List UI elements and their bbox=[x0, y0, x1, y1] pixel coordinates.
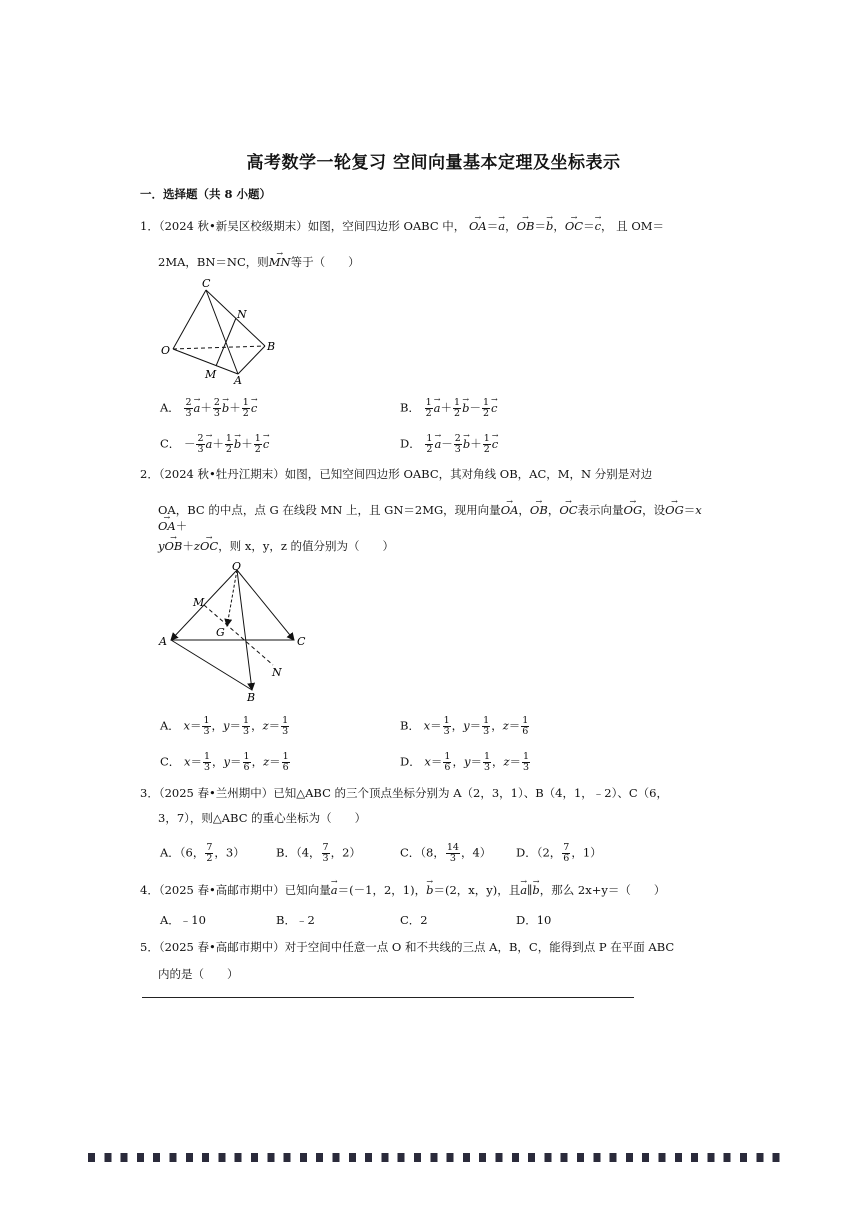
fig2-label-c: C bbox=[297, 635, 306, 648]
question-1-source: （2024 秋•新吴区校级期末） bbox=[158, 219, 308, 233]
question-3-option-b[interactable]: B．（4， $\frac{7}{3}$ ，2） bbox=[276, 842, 361, 864]
section-heading: 一．选择题（共 8 小题） bbox=[140, 187, 272, 201]
fig1-label-n: N bbox=[237, 308, 247, 321]
fig1-label-a: A bbox=[234, 374, 242, 387]
question-2-line-2: OA，BC 的中点，点 G 在线段 MN 上，且 GN＝2MG，现用向量→ OA，→ OB，→ OC表示向量→ OG，设→ OG＝x→ OA＋ bbox=[158, 502, 718, 534]
question-2-source: （2024 秋•牡丹江期末） bbox=[158, 467, 285, 481]
question-2-number: 2． bbox=[140, 467, 159, 481]
fig2-label-n: N bbox=[272, 666, 282, 679]
question-1-line-1: 1．（2024 秋•新吴区校级期末）如图，空间四边形 OABC 中， → OA＝→ a，→ OB＝→ b，→ OC＝→ c， 且 OM＝ bbox=[140, 218, 700, 234]
question-1-option-c[interactable]: C． － $\frac{2}{3}$ → a＋ $\frac{1}{2}$ → b＋ $\frac{1}{2}$ → c bbox=[160, 434, 269, 455]
question-1-option-a[interactable]: A． $\frac{2}{3}$ → a＋ $\frac{2}{3}$ → b＋ $\frac{1}{2}$ → c bbox=[160, 398, 257, 419]
fig1-label-c: C bbox=[202, 277, 211, 290]
question-1-option-d[interactable]: D． $\frac{1}{2}$ → a－ $\frac{2}{3}$ → b＋ $\frac{1}{2}$ → c bbox=[400, 434, 498, 455]
question-1-line-2: 2MA，BN＝NC，则→ MN等于（ ） bbox=[158, 254, 698, 270]
fig2-label-a: A bbox=[159, 635, 167, 648]
question-4-option-d[interactable]: D．10 bbox=[516, 913, 552, 927]
fig1-label-b: B bbox=[267, 340, 276, 353]
question-5-line-1: 5．（2025 春•高邮市期中）对于空间中任意一点 O 和不共线的三点 A，B，C，能得到点 P 在平面 ABC bbox=[140, 940, 675, 954]
question-3-option-a[interactable]: A．（6， $\frac{7}{2}$ ，3） bbox=[160, 842, 245, 864]
question-4-line-1: 4．（2025 春•高邮市期中）已知向量→ a＝(－1，2，1)，→ b＝(2，x，y)，且→ a∥→ b，那么 2x+y＝（ ） bbox=[140, 882, 710, 898]
fig2-label-b: B bbox=[247, 691, 256, 704]
fig2-label-o: O bbox=[232, 560, 242, 573]
question-3-line-1: 3．（2025 春•兰州期中）已知△ABC 的三个顶点坐标分别为 A（2，3，1）、B（4，1，﹣2）、C（6， bbox=[140, 786, 668, 800]
footer-dotted-border bbox=[88, 1153, 788, 1162]
question-5-line-2: 内的是（ ） bbox=[158, 967, 239, 981]
question-2-line-1: 2．（2024 秋•牡丹江期末）如图，已知空间四边形 OABC，其对角线 OB，AC，M，N 分别是对边 bbox=[140, 467, 653, 481]
question-2-option-c[interactable]: C． x＝ $\frac{1}{3}$ ，y＝ $\frac{1}{6}$ ，z＝ $\frac{1}{6}$ bbox=[160, 751, 289, 773]
divider-line bbox=[142, 997, 634, 998]
fig1-label-m: M bbox=[205, 368, 217, 381]
question-3-option-c[interactable]: C．（8， $\frac{14}{3}$ ，4） bbox=[400, 842, 492, 864]
fig1-label-o: O bbox=[161, 344, 171, 357]
question-2-option-b[interactable]: B． x＝ $\frac{1}{3}$ ，y＝ $\frac{1}{3}$ ，z＝ $\frac{1}{6}$ bbox=[400, 715, 529, 737]
question-1-number: 1． bbox=[140, 219, 159, 233]
question-2-figure bbox=[156, 560, 316, 704]
fig2-label-g: G bbox=[216, 626, 225, 639]
question-4-option-c[interactable]: C．2 bbox=[400, 913, 428, 927]
question-4-option-b[interactable]: B．﹣2 bbox=[276, 913, 315, 927]
page-title: 高考数学一轮复习 空间向量基本定理及坐标表示 bbox=[246, 153, 621, 173]
question-4-option-a[interactable]: A．﹣10 bbox=[160, 913, 206, 927]
question-1-option-b[interactable]: B． $\frac{1}{2}$ → a＋ $\frac{1}{2}$ → b－ $\frac{1}{2}$ → c bbox=[400, 398, 497, 419]
question-2-line-3: y→ OB＋z→ OC，则 x，y，z 的值分别为（ ） bbox=[158, 538, 698, 554]
question-3-option-d[interactable]: D．（2， $\frac{7}{6}$ ，1） bbox=[516, 842, 602, 864]
question-2-option-a[interactable]: A． x＝ $\frac{1}{3}$ ，y＝ $\frac{1}{3}$ ，z＝ $\frac{1}{3}$ bbox=[160, 715, 289, 737]
fig2-label-m: M bbox=[193, 596, 205, 609]
question-3-line-2: 3，7），则△ABC 的重心坐标为（ ） bbox=[158, 811, 367, 825]
question-2-option-d[interactable]: D． x＝ $\frac{1}{6}$ ，y＝ $\frac{1}{3}$ ，z＝ $\frac{1}{3}$ bbox=[400, 751, 530, 773]
question-1-figure bbox=[160, 276, 280, 388]
